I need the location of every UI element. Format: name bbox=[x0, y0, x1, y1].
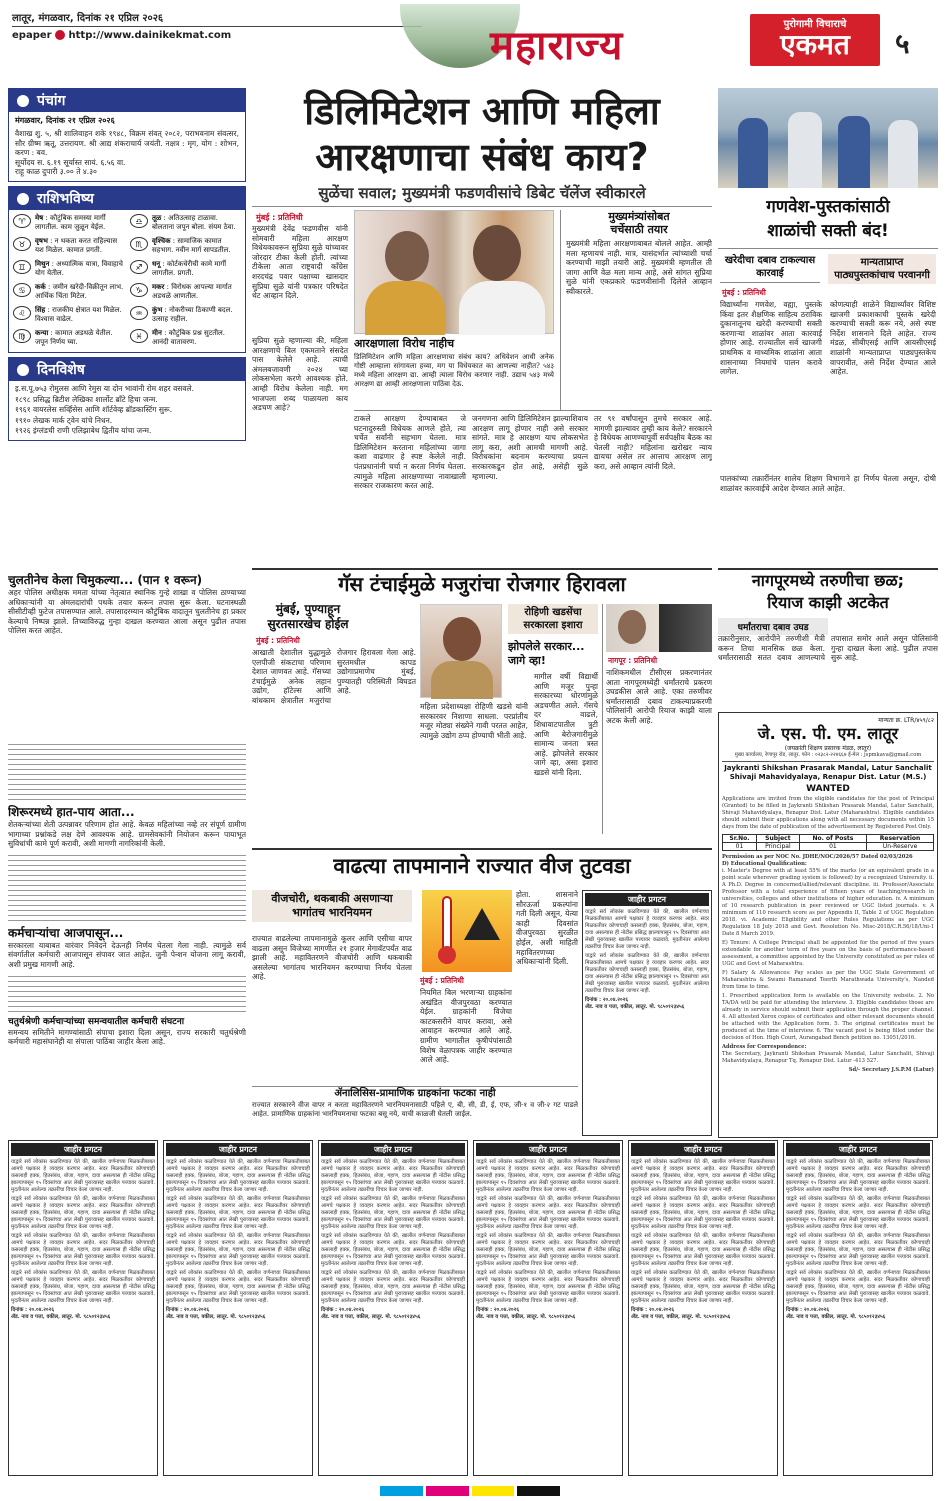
rashi-item: ♌ सिंह : राजकीय क्षेत्रात यश मिळेल. विश्वास वाढेल. bbox=[13, 306, 124, 324]
public-notice: जाहीर प्रगटन याद्वारे सर्व लोकांस कळविण्यात येते की, खालील वर्णनाच्या मिळकतीबाबत आमचे पक्षकार हे व्यवहार करणार आहेत. सदर मिळकतीवर कोणाचाही कसलाही हक्क, हितसंबंध, बोजा, गहाण, दावा असल्यास ही नोटीस प्रसिद्ध झाल्यापासून १५ दिवसांच्या आत लेखी पुराव्यासह खालील पत्त्यावर कळवावे. मुदतीनंतर आलेल्या तक्रारींचा विचार केला जाणार नाही. याद्वारे सर्व लोकांस कळविण्यात येते की, खालील वर्णनाच्या मिळकतीबाबत आमचे पक्षकार हे व्यवहार करणार आहेत. सदर मिळकतीवर कोणाचाही कसलाही हक्क, हितसंबंध, बोजा, गहाण, दावा असल्यास ही नोटीस प्रसिद्ध झाल्यापासून १५ दिवसांच्या आत लेखी पुराव्यासह खालील पत्त्यावर कळवावे. मुदतीनंतर आलेल्या तक्रारींचा विचार केला जाणार नाही. याद्वारे सर्व लोकांस कळविण्यात येते की, खालील वर्णनाच्या मिळकतीबाबत आमचे पक्षकार हे व्यवहार करणार आहेत. सदर मिळकतीवर कोणाचाही कसलाही हक्क, हितसंबंध, बोजा, गहाण, दावा असल्यास ही नोटीस प्रसिद्ध झाल्यापासून १५ दिवसांच्या आत लेखी पुराव्यासह खालील पत्त्यावर कळवावे. मुदतीनंतर आलेल्या तक्रारींचा विचार केला जाणार नाही. याद्वारे सर्व लोकांस कळविण्यात येते की, खालील वर्णनाच्या मिळकतीबाबत आमचे पक्षकार हे व्यवहार करणार आहेत. सदर मिळकतीवर कोणाचाही कसलाही हक्क, हितसंबंध, बोजा, गहाण, दावा असल्यास ही नोटीस प्रसिद्ध झाल्यापासून १५ दिवसांच्या आत लेखी पुराव्यासह खालील पत्त्यावर कळवावे. मुदतीनंतर आलेल्या तक्रारींचा विचार केला जाणार नाही. दिनांक : २०.०४.२०२६ ॲड. नाव व पत्ता, वकील, लातूर. मो. ९८५०१२३४५६ bbox=[783, 1140, 933, 1476]
rashi-item: ♎ तूळ : अतिउत्साह टाळावा. बोलताना जपून बोला. संयम ठेवा. bbox=[130, 214, 241, 232]
labour-photo bbox=[420, 604, 502, 698]
power-footer: ॲनालिसिस-प्रामाणिक ग्राहकांना फटका नाही राज्यात सरकारने वीज वापर न करता महावितरणने भारनियमनासाठी पहिले ए, बी, सी, डी, ई, एफ, जी-१ व जी-२ गट पाडले आहेत. प्रामाणिक ग्राहकांना भारनियमनाचा फटका बसू नये, याची काळजी घेतली जाईल. bbox=[252, 1086, 578, 1136]
classified-ads bbox=[8, 1140, 938, 1480]
labour-sub: मुंबई, पुण्याहून सुरतसारखेच होईल bbox=[267, 602, 349, 631]
list-item: १९१० लेखक मार्क ट्वेन यांचे निधन. bbox=[15, 415, 113, 425]
zodiac-icon: ♊ bbox=[13, 260, 31, 274]
lead-dateline: मुंबई : प्रतिनिधी bbox=[256, 213, 303, 222]
zodiac-icon: ♉ bbox=[13, 237, 31, 251]
labour-sub-2: रोहिणी खडसेंचा सरकारला इशारा bbox=[508, 604, 598, 634]
nagpur-photo bbox=[606, 604, 712, 652]
lead-photo bbox=[354, 210, 554, 334]
left-column bbox=[8, 88, 246, 568]
lead-headline-1: डिलिमिटेशन आणि महिला bbox=[304, 89, 660, 133]
lightning-icon bbox=[464, 908, 500, 940]
panchang-box: पंचांग मंगळवार, दिनांक २१ एप्रिल २०२६ वैशाख शु. ५, श्री शालिवाहन शके १९४८, विक्रम संवत् २०८२, पराभवनाम संवत्सर, सौर ग्रीष्म ऋतू, उत्तरायण. श्री आद्य शंकराचार्य जयंती. नक्षत्र : मृग, योग : शोभन, करण : बव. सूर्योदय स. ६.१९ सूर्यास्त सायं. ६.५६ वा. राहू काळ दुपारी ३.०० ते ४.३० bbox=[8, 88, 246, 182]
rashi-item: ♋ कर्क : जमीन खरेदी-विक्रीतून लाभ. आर्थिक चिंता मिटेल. bbox=[13, 283, 124, 301]
section-title: महाराज्य bbox=[490, 23, 624, 69]
school-sub-1: खरेदीचा दबाव टाकल्यास कारवाई bbox=[720, 254, 820, 283]
nagpur-headline-1: नागपूरमध्ये तरुणीचा छळ; bbox=[751, 571, 905, 590]
zodiac-icon: ♈ bbox=[13, 214, 31, 228]
school-headline-1: गणवेश-पुस्तकांसाठी bbox=[766, 197, 890, 217]
zodiac-icon: ♑ bbox=[130, 283, 148, 297]
rashi-heading: राशिभविष्य bbox=[9, 187, 245, 210]
public-notice-box: जाहीर प्रगटन याद्वारे सर्व लोकांस कळविण्यात येते की, खालील वर्णनाच्या मिळकतीबाबत आमचे पक्षकार हे व्यवहार करणार आहेत. सदर मिळकतीवर कोणाचाही कसलाही हक्क, हितसंबंध, बोजा, गहाण, दावा असल्यास ही नोटीस प्रसिद्ध झाल्यापासून १५ दिवसांच्या आत लेखी पुराव्यासह खालील पत्त्यावर कळवावे. मुदतीनंतर आलेल्या तक्रारींचा विचार केला जाणार नाही. याद्वारे सर्व लोकांस कळविण्यात येते की, खालील वर्णनाच्या मिळकतीबाबत आमचे पक्षकार हे व्यवहार करणार आहेत. सदर मिळकतीवर कोणाचाही कसलाही हक्क, हितसंबंध, बोजा, गहाण, दावा असल्यास ही नोटीस प्रसिद्ध झाल्यापासून १५ दिवसांच्या आत लेखी पुराव्यासह खालील पत्त्यावर कळवावे. मुदतीनंतर आलेल्या तक्रारींचा विचार केला जाणार नाही. दिनांक : २०.०४.२०२६ ॲड. नाव व पत्ता, वकील, लातूर. मो. ९८५०१२३४५६ bbox=[582, 890, 712, 1136]
lead-deck: सुळेंचा सवाल; मुख्यमंत्री फडणवीसांचे डिबेट चॅलेंज स्वीकारले bbox=[318, 184, 646, 202]
labour-story: गॅस टंचाईमुळे मजुरांचा रोजगार हिरावला मुंबई, पुण्याहून सुरतसारखेच होईल मुंबई : प्रतिनिधी आखाती देशातील युद्धामुळे एलपीजी संकटाचा परिणाम देशात जाणवत आहे. गॅसच्या टंचाईमुळे अनेक लहान उद्योग, हॉटेल्स आणि बांधकाम क्षेत्रातील मजुरांचा रोजगार हिरावला गेला आहे. सुरतमधील कापड उद्योगाप्रमाणेच मुंबई, पुण्यातही परिस्थिती बिघडत आहे. महिला प्रदेशाध्यक्षा रोहिणी खडसे यांनी सरकारवर निशाणा साधला. परप्रांतीय मजूर मोठ्या संख्येने गावी परतत आहेत, त्यामुळे उद्योग ठप्प होण्याची भीती आहे. रोहिणी खडसेंचा सरकारला इशारा झोपलेले सरकार... जागे व्हा! मागील वर्षी विद्यार्थी आणि मजूर पुन्हा सरकारच्या धोरणांमुळे अडचणीत आले. गॅसचे दर वाढले, शिधावाटपातील त्रुटी आणि बेरोजगारीमुळे सामान्य जनता त्रस्त आहे. झोपलेले सरकार जागे व्हा, असा इशारा खडसे यांनी दिला. नागपूर : प्रतिनिधी नाशिकमधील टीसीएस प्रकरणानंतर आता नागपूरमध्येही धर्मांतराचे प्रकरण उघडकीस आले आहे. एका तरुणीवर धर्मांतरासाठी दबाव टाकल्याप्रकरणी पोलिसांनी आरोपी रियाज काझी याला अटक केली आहे. bbox=[252, 568, 712, 848]
globe-icon bbox=[55, 30, 65, 40]
nagpur-sub: धर्मांतराचा दबाव उघड bbox=[718, 618, 828, 635]
school-sub-2: मान्यताप्राप्त पाठ्यपुस्तकांचाच परवानगी bbox=[828, 254, 936, 284]
lead-headline-2: आरक्षणाचा संबंध काय? bbox=[315, 135, 649, 179]
labour-headline: गॅस टंचाईमुळे मजुरांचा रोजगार हिरावला bbox=[338, 572, 626, 596]
school-story: गणवेश-पुस्तकांसाठी शाळांची सक्ती बंद! खरेदीचा दबाव टाकल्यास कारवाई मान्यताप्राप्त पाठ्यपुस्तकांचाच परवानगी मुंबई : प्रतिनिधी विद्यार्थ्यांना गणवेश, वह्या, पुस्तके किंवा इतर शैक्षणिक साहित्य ठराविक दुकानातूनच खरेदी करण्याची सक्ती करणाऱ्या शाळांवर आता कारवाई होणार आहे. राज्यातील सर्व खाजगी प्राथमिक व माध्यमिक शाळांना आता शासनाच्या नियमांचे पालन करावे लागेल. कोणत्याही शाळेने विद्यार्थ्यांवर विशिष्ट खाजगी प्रकाशकाची पुस्तके खरेदी करण्याची सक्ती करू नये, असे स्पष्ट निर्देश शासनाने दिले आहेत. राज्य मंडळ, सीबीएसई आणि आयसीएसई शाळांनी मान्यताप्राप्त पाठ्यपुस्तकेच वापरावीत, असे निर्देश देण्यात आले आहेत. पालकांच्या तक्रारींनंतर शालेय शिक्षण विभागाने हा निर्णय घेतला असून, दोषी शाळांवर कारवाईचे आदेश देण्यात आले आहेत. bbox=[718, 88, 938, 568]
rashi-item: ♐ धनू : कोर्टकचेरीची कामे मार्गी लागतील. प्रगती. bbox=[130, 260, 241, 278]
list-item: १९२६ इंग्लंडची राणी एलिझाबेथ द्वितीय यांचा जन्म. bbox=[15, 426, 152, 436]
print-registration-marks bbox=[380, 1486, 560, 1496]
rashi-item: ♈ मेष : कौटुंबिक समस्या मार्गी लागतील. काम जुळून येईल. bbox=[13, 214, 124, 232]
power-story: वाढत्या तापमानाने राज्यात वीज तुटवडा वीजचोरी, थकबाकी असणाऱ्या भागांतच भारनियमन मुंबई : प्रतिनिधी राज्यात वाढलेल्या तापमानामुळे कूलर आणि एसीचा वापर वाढला असून विजेच्या मागणीत २१ हजार मेगावॅटपर्यंत वाढ झाली आहे. महावितरणने वीजचोरी आणि थकबाकी असलेल्या भागांतच भारनियमन करण्याचा निर्णय घेतला आहे. नियमित बिल भरणाऱ्या ग्राहकांना अखंडित वीजपुरवठा करण्यात येईल. ग्राहकांनी विजेचा काटकसरीने वापर करावा, असे आवाहन करण्यात आले आहे. ग्रामीण भागातील कृषीपंपांसाठी विशेष वेळापत्रक जाहीर करण्यात आले आहे. होता. शासनाने सौरऊर्जा प्रकल्पांना गती दिली असून, येत्या काही दिवसांत वीजपुरवठा सुरळीत होईल, अशी माहिती महावितरणच्या अधिकाऱ्यांनी दिली. ॲनालिसिस-प्रामाणिक ग्राहकांना फटका नाही राज्यात सरकारने वीज वापर न करता महावितरणने भारनियमनासाठी पहिले ए, बी, सी, डी, ई, एफ, जी-१ व जी-२ गट पाडले आहेत. प्रामाणिक ग्राहकांना भारनियमनाचा फटका बसू नये, याची काळजी घेतली जाईल. जाहीर प्रगटन याद्वारे सर्व लोकांस कळविण्यात येते की, खालील वर्णनाच्या मिळकतीबाबत आमचे पक्षकार हे व्यवहार करणार आहेत. सदर मिळकतीवर कोणाचाही कसलाही हक्क, हितसंबंध, बोजा, गहाण, दावा असल्यास ही नोटीस प्रसिद्ध झाल्यापासून १५ दिवसांच्या आत लेखी पुराव्यासह खालील पत्त्यावर कळवावे. मुदतीनंतर आलेल्या तक्रारींचा विचार केला जाणार नाही. याद्वारे सर्व लोकांस कळविण्यात येते की, खालील वर्णनाच्या मिळकतीबाबत आमचे पक्षकार हे व्यवहार करणार आहेत. सदर मिळकतीवर कोणाचाही कसलाही हक्क, हितसंबंध, बोजा, गहाण, दावा असल्यास ही नोटीस प्रसिद्ध झाल्यापासून १५ दिवसांच्या आत लेखी पुराव्यासह खालील पत्त्यावर कळवावे. मुदतीनंतर आलेल्या तक्रारींचा विचार केला जाणार नाही. दिनांक : २०.०४.२०२६ ॲड. नाव व पत्ता, वकील, लातूर. मो. ९८५०१२३४५६ bbox=[252, 848, 712, 1136]
public-notice: जाहीर प्रगटन याद्वारे सर्व लोकांस कळविण्यात येते की, खालील वर्णनाच्या मिळकतीबाबत आमचे पक्षकार हे व्यवहार करणार आहेत. सदर मिळकतीवर कोणाचाही कसलाही हक्क, हितसंबंध, बोजा, गहाण, दावा असल्यास ही नोटीस प्रसिद्ध झाल्यापासून १५ दिवसांच्या आत लेखी पुराव्यासह खालील पत्त्यावर कळवावे. मुदतीनंतर आलेल्या तक्रारींचा विचार केला जाणार नाही. याद्वारे सर्व लोकांस कळविण्यात येते की, खालील वर्णनाच्या मिळकतीबाबत आमचे पक्षकार हे व्यवहार करणार आहेत. सदर मिळकतीवर कोणाचाही कसलाही हक्क, हितसंबंध, बोजा, गहाण, दावा असल्यास ही नोटीस प्रसिद्ध झाल्यापासून १५ दिवसांच्या आत लेखी पुराव्यासह खालील पत्त्यावर कळवावे. मुदतीनंतर आलेल्या तक्रारींचा विचार केला जाणार नाही. याद्वारे सर्व लोकांस कळविण्यात येते की, खालील वर्णनाच्या मिळकतीबाबत आमचे पक्षकार हे व्यवहार करणार आहेत. सदर मिळकतीवर कोणाचाही कसलाही हक्क, हितसंबंध, बोजा, गहाण, दावा असल्यास ही नोटीस प्रसिद्ध झाल्यापासून १५ दिवसांच्या आत लेखी पुराव्यासह खालील पत्त्यावर कळवावे. मुदतीनंतर आलेल्या तक्रारींचा विचार केला जाणार नाही. याद्वारे सर्व लोकांस कळविण्यात येते की, खालील वर्णनाच्या मिळकतीबाबत आमचे पक्षकार हे व्यवहार करणार आहेत. सदर मिळकतीवर कोणाचाही कसलाही हक्क, हितसंबंध, बोजा, गहाण, दावा असल्यास ही नोटीस प्रसिद्ध झाल्यापासून १५ दिवसांच्या आत लेखी पुराव्यासह खालील पत्त्यावर कळवावे. मुदतीनंतर आलेल्या तक्रारींचा विचार केला जाणार नाही. दिनांक : २०.०४.२०२६ ॲड. नाव व पत्ता, वकील, लातूर. मो. ९८५०१२३४५६ bbox=[163, 1140, 313, 1476]
dateline: लातूर, मंगळवार, दिनांक २१ एप्रिल २०२६ bbox=[12, 13, 164, 24]
public-notice: जाहीर प्रगटन याद्वारे सर्व लोकांस कळविण्यात येते की, खालील वर्णनाच्या मिळकतीबाबत आमचे पक्षकार हे व्यवहार करणार आहेत. सदर मिळकतीवर कोणाचाही कसलाही हक्क, हितसंबंध, बोजा, गहाण, दावा असल्यास ही नोटीस प्रसिद्ध झाल्यापासून १५ दिवसांच्या आत लेखी पुराव्यासह खालील पत्त्यावर कळवावे. मुदतीनंतर आलेल्या तक्रारींचा विचार केला जाणार नाही. याद्वारे सर्व लोकांस कळविण्यात येते की, खालील वर्णनाच्या मिळकतीबाबत आमचे पक्षकार हे व्यवहार करणार आहेत. सदर मिळकतीवर कोणाचाही कसलाही हक्क, हितसंबंध, बोजा, गहाण, दावा असल्यास ही नोटीस प्रसिद्ध झाल्यापासून १५ दिवसांच्या आत लेखी पुराव्यासह खालील पत्त्यावर कळवावे. मुदतीनंतर आलेल्या तक्रारींचा विचार केला जाणार नाही. याद्वारे सर्व लोकांस कळविण्यात येते की, खालील वर्णनाच्या मिळकतीबाबत आमचे पक्षकार हे व्यवहार करणार आहेत. सदर मिळकतीवर कोणाचाही कसलाही हक्क, हितसंबंध, बोजा, गहाण, दावा असल्यास ही नोटीस प्रसिद्ध झाल्यापासून १५ दिवसांच्या आत लेखी पुराव्यासह खालील पत्त्यावर कळवावे. मुदतीनंतर आलेल्या तक्रारींचा विचार केला जाणार नाही. याद्वारे सर्व लोकांस कळविण्यात येते की, खालील वर्णनाच्या मिळकतीबाबत आमचे पक्षकार हे व्यवहार करणार आहेत. सदर मिळकतीवर कोणाचाही कसलाही हक्क, हितसंबंध, बोजा, गहाण, दावा असल्यास ही नोटीस प्रसिद्ध झाल्यापासून १५ दिवसांच्या आत लेखी पुराव्यासह खालील पत्त्यावर कळवावे. मुदतीनंतर आलेल्या तक्रारींचा विचार केला जाणार नाही. दिनांक : २०.०४.२०२६ ॲड. नाव व पत्ता, वकील, लातूर. मो. ९८५०१२३४५६ bbox=[318, 1140, 468, 1476]
zodiac-icon: ♋ bbox=[13, 283, 31, 297]
lead-caption: आरक्षणाला विरोध नाहीच डिलिमिटेशन आणि महिला आरक्षणाचा संबंध काय? अधिवेशन आधी अनेक गोष्टी आम्हाला सांगायला हव्या, मग या विधेयकात का आणल्या नाहीत? ५४३ मध्ये महिला आरक्षण द्या. आम्ही त्याला विरोध करणार नाही. उद्याच ५४३ मध्ये आरक्षण द्या आम्ही आरक्षणाला पाठिंबा देऊ. bbox=[354, 336, 554, 406]
rashi-item: ♓ मीन : कौटुंबिक प्रश्न सुटतील. आनंदी वातावरण. bbox=[130, 329, 241, 347]
rashi-item: ♊ मिथुन : अध्यात्मिक यात्रा, विवाहाचे योग येतील. bbox=[13, 260, 124, 278]
posts-table: Sr.No. Subject No. of Posts Reservation 01 Principal 01 Un-Reserve bbox=[722, 834, 934, 851]
nagpur-story: नागपूरमध्ये तरुणीचा छळ; रियाज काझी अटकेत धर्मांतराचा दबाव उघड तक्रारीनुसार, आरोपीने तरुणीशी मैत्री करून तिचा मानसिक छळ केला. धर्मांतरासाठी सतत दबाव आणल्याचे तपासात समोर आले असून पोलिसांनी गुन्हा दाखल केला आहे. पुढील तपास सुरू आहे. bbox=[718, 568, 938, 710]
list-item: १८९८ प्रसिद्ध ब्रिटीश लेखिका शार्लोट ब्रॉंटे हिचा जन्म. bbox=[15, 394, 158, 404]
public-notice: जाहीर प्रगटन याद्वारे सर्व लोकांस कळविण्यात येते की, खालील वर्णनाच्या मिळकतीबाबत आमचे पक्षकार हे व्यवहार करणार आहेत. सदर मिळकतीवर कोणाचाही कसलाही हक्क, हितसंबंध, बोजा, गहाण, दावा असल्यास ही नोटीस प्रसिद्ध झाल्यापासून १५ दिवसांच्या आत लेखी पुराव्यासह खालील पत्त्यावर कळवावे. मुदतीनंतर आलेल्या तक्रारींचा विचार केला जाणार नाही. याद्वारे सर्व लोकांस कळविण्यात येते की, खालील वर्णनाच्या मिळकतीबाबत आमचे पक्षकार हे व्यवहार करणार आहेत. सदर मिळकतीवर कोणाचाही कसलाही हक्क, हितसंबंध, बोजा, गहाण, दावा असल्यास ही नोटीस प्रसिद्ध झाल्यापासून १५ दिवसांच्या आत लेखी पुराव्यासह खालील पत्त्यावर कळवावे. मुदतीनंतर आलेल्या तक्रारींचा विचार केला जाणार नाही. याद्वारे सर्व लोकांस कळविण्यात येते की, खालील वर्णनाच्या मिळकतीबाबत आमचे पक्षकार हे व्यवहार करणार आहेत. सदर मिळकतीवर कोणाचाही कसलाही हक्क, हितसंबंध, बोजा, गहाण, दावा असल्यास ही नोटीस प्रसिद्ध झाल्यापासून १५ दिवसांच्या आत लेखी पुराव्यासह खालील पत्त्यावर कळवावे. मुदतीनंतर आलेल्या तक्रारींचा विचार केला जाणार नाही. याद्वारे सर्व लोकांस कळविण्यात येते की, खालील वर्णनाच्या मिळकतीबाबत आमचे पक्षकार हे व्यवहार करणार आहेत. सदर मिळकतीवर कोणाचाही कसलाही हक्क, हितसंबंध, बोजा, गहाण, दावा असल्यास ही नोटीस प्रसिद्ध झाल्यापासून १५ दिवसांच्या आत लेखी पुराव्यासह खालील पत्त्यावर कळवावे. मुदतीनंतर आलेल्या तक्रारींचा विचार केला जाणार नाही. दिनांक : २०.०४.२०२६ ॲड. नाव व पत्ता, वकील, लातूर. मो. ९८५०१२३४५६ bbox=[473, 1140, 623, 1476]
paper-logo: पुरोगामी विचाराचे एकमत bbox=[750, 14, 880, 66]
person-silhouette bbox=[473, 225, 521, 281]
masthead bbox=[0, 0, 945, 90]
thermometer-icon bbox=[422, 890, 512, 972]
page-number: ५ bbox=[895, 27, 910, 60]
school-photo bbox=[718, 88, 938, 188]
labour-sub-3: झोपलेले सरकार... जागे व्हा! bbox=[508, 640, 585, 667]
list-item: इ.स.पू.७५३ रोमुलस आणि रेमुस या दोन भावांनी रोम शहर वसवले. bbox=[15, 383, 194, 393]
public-notice: जाहीर प्रगटन याद्वारे सर्व लोकांस कळविण्यात येते की, खालील वर्णनाच्या मिळकतीबाबत आमचे पक्षकार हे व्यवहार करणार आहेत. सदर मिळकतीवर कोणाचाही कसलाही हक्क, हितसंबंध, बोजा, गहाण, दावा असल्यास ही नोटीस प्रसिद्ध झाल्यापासून १५ दिवसांच्या आत लेखी पुराव्यासह खालील पत्त्यावर कळवावे. मुदतीनंतर आलेल्या तक्रारींचा विचार केला जाणार नाही. याद्वारे सर्व लोकांस कळविण्यात येते की, खालील वर्णनाच्या मिळकतीबाबत आमचे पक्षकार हे व्यवहार करणार आहेत. सदर मिळकतीवर कोणाचाही कसलाही हक्क, हितसंबंध, बोजा, गहाण, दावा असल्यास ही नोटीस प्रसिद्ध झाल्यापासून १५ दिवसांच्या आत लेखी पुराव्यासह खालील पत्त्यावर कळवावे. मुदतीनंतर आलेल्या तक्रारींचा विचार केला जाणार नाही. याद्वारे सर्व लोकांस कळविण्यात येते की, खालील वर्णनाच्या मिळकतीबाबत आमचे पक्षकार हे व्यवहार करणार आहेत. सदर मिळकतीवर कोणाचाही कसलाही हक्क, हितसंबंध, बोजा, गहाण, दावा असल्यास ही नोटीस प्रसिद्ध झाल्यापासून १५ दिवसांच्या आत लेखी पुराव्यासह खालील पत्त्यावर कळवावे. मुदतीनंतर आलेल्या तक्रारींचा विचार केला जाणार नाही. याद्वारे सर्व लोकांस कळविण्यात येते की, खालील वर्णनाच्या मिळकतीबाबत आमचे पक्षकार हे व्यवहार करणार आहेत. सदर मिळकतीवर कोणाचाही कसलाही हक्क, हितसंबंध, बोजा, गहाण, दावा असल्यास ही नोटीस प्रसिद्ध झाल्यापासून १५ दिवसांच्या आत लेखी पुराव्यासह खालील पत्त्यावर कळवावे. मुदतीनंतर आलेल्या तक्रारींचा विचार केला जाणार नाही. दिनांक : २०.०४.२०२६ ॲड. नाव व पत्ता, वकील, लातूर. मो. ९८५०१२३४५६ bbox=[8, 1140, 158, 1476]
zodiac-icon: ♌ bbox=[13, 306, 31, 320]
epaper-link[interactable]: epaper http://www.dainikekmat.com bbox=[12, 30, 232, 41]
power-headline: वाढत्या तापमानाने राज्यात वीज तुटवडा bbox=[333, 854, 631, 878]
rashi-item: ♍ कन्या : कामात अडथळे येतील. जपून निर्णय घ्या. bbox=[13, 329, 124, 347]
lead-story: डिलिमिटेशन आणि महिला आरक्षणाचा संबंध काय? सुळेंचा सवाल; मुख्यमंत्री फडणवीसांचे डिबेट चॅलेंज स्वीकारले मुंबई : प्रतिनिधी मुख्यमंत्री देवेंद्र फडणवीस यांनी सोमवारी महिला आरक्षण विधेयकावरून सुप्रिया सुळे यांच्यावर जोरदार टीका केली होती. त्यांच्या टीकेला आता राष्ट्रवादी काँग्रेस शरदचंद्र पवार पक्षाच्या खासदार सुप्रिया सुळे यांनी पत्रकार परिषदेत थेट आव्हान दिले. सुप्रिया सुळे म्हणाल्या की, महिला आरक्षणाचे बिल एकमताने संसदेत पास केलेले आहे. त्याची अंमलबजावणी २०२४ च्या लोकसभेला करणे आवश्यक होते. आम्ही विरोध केलेला नाही. मग भाजपला शब्द पाळायला काय अडचण आहे? आरक्षणाला विरोध नाहीच डिलिमिटेशन आणि महिला आरक्षणाचा संबंध काय? अधिवेशन आधी अनेक गोष्टी आम्हाला सांगायला हव्या, मग या विधेयकात का आणल्या नाहीत? ५४३ मध्ये महिला आरक्षण द्या. आम्ही त्याला विरोध करणार नाही. उद्याच ५४३ मध्ये आरक्षण द्या आम्ही आरक्षणाला पाठिंबा देऊ. मुख्यमंत्र्यांसोबत चर्चेसाठी तयार मुख्यमंत्री महिला आरक्षणाबाबत बोलले आहेत. आम्ही मला म्हणायचं नाही. मात्र, यासंदर्भात त्यांच्याशी चर्चा करण्याची माझी तयारी आहे. मुख्यमंत्री म्हणतील ती जागा आणि वेळ मला मान्य आहे, असे सांगत सुप्रिया सुळे यांनी एकप्रकारे फडणवीसांनी दिलेले आव्हान स्वीकारले. टाकले आरक्षण देण्याबाबत जे घटनादुरुस्ती विधेयक आणले होते, त्या चर्चेत सर्वांनी सहभाग घेतला. मात्र डिलिमिटेशन करताना महिलांच्या जागा कशा वाढणार हे स्पष्ट केलेले नाही. पंतप्रधानांनी चर्चा न करता निर्णय घेतला. त्यामुळे महिला आरक्षणाच्या नावाखाली सरकार राजकारण करत आहे. जनगणना आणि डिलिमिटेशन झाल्याशिवाय आरक्षण लागू होणार नाही असे सरकार सांगते. मात्र हे आरक्षण याच लोकसभेत लागू करा, अशी आमची मागणी आहे. विरोधकांना बदनाम करण्याचा प्रयत्न सरकारकडून होत आहे, असेही सुळे म्हणाल्या. तर ९१ वर्षांपासून तुमचे सरकार आहे. मागणी झाल्यावर तुम्ही काय केले? सरकारने हे विधेयक आणण्यापूर्वी सर्वपक्षीय बैठक का घेतली नाही? महिलांना खरोखर न्याय द्यायचा असेल तर आत्ताच आरक्षण लागू करा, असे आव्हान त्यांनी दिले. bbox=[252, 89, 712, 491]
rashi-item: ♑ मकर : विरोधक आपल्या मार्गात अडथळे आणतील. bbox=[130, 283, 241, 301]
rashi-item: ♉ वृषभ : न थकता करत राहिल्यास यश मिळेल. कामात प्रगती. bbox=[13, 237, 124, 255]
job-ad: मान्यता क्र. LTR/४५९/८२ जे. एस. पी. एम. लातूर (जयक्रांती शिक्षण प्रसारक मंडळ, लातूर) मुख्य कार्यालय, रेणापूर रोड, लातूर. फोन : ०२३८२-२२४६६७ ई-मेल : jspmkava@gmail.com Jaykranti Shikshan Prasarak Mandal, Latur Sanchalit Shivaji Mahavidyalaya, Renapur Dist. Latur (M.S.) WANTED Applications are invited from the eligible candidates for the post of Principal (Granted) to be filled in Jaykranti Shikshan Prasarak Mandal, Latur Sanchalit, Shivaji Mahavidyalaya, Renapur Dist. Latur (Maharashtra). Eligible candidates should submit their applications along with all necessary documents within 15 days from the date of publication of the advertisement by Registered Post Only. Sr.No. Subject No. of Posts Reservation 01 Principal 01 Un-Reserve Permission as per NOC No. JDHE/NOC/2026/57 Dated 02/03/2026 D) Educational Qualification: i. Master's Degree with at least 55% of the marks (or an equivalent grade in a point scale wherever grading system is followed) by a recognized University. ii. A Ph.D. Degree in concerned/allied/relevant discipline. iii. Professor/Associate Professor with a total experience of fifteen years of teaching/research in universities, colleges and other institutions of higher education. iv. A minimum of 10 research publication in peer reviewed or UGC listed journals. v. A minimum of 110 research score as per Appendix II, Table 2 of UGC Regulation 2018. vi. Academic Eligibility and other Rules Regulations as per UGC Regulation 18 July 2018 and Govt. Resolution No. Misc-2018/C.R.56/18/Uni-1 Date 8 March 2019. E) Tenure: A College Principal shall be appointed for the period of five years extendable for another term of five years on the basis of performance-based assessment, a committee appointed by the University constituted as per rules of UGC and Govt of Maharashtra. F) Salary & Allowances: Pay scales as per the UGC State Government of Maharashtra & Swami Ramanand Teerth Marathwada University's, Nanded from time to time. 1. Prescribed application form is available on the University website. 2. No TA/DA will be paid for attending the interview. 3. Eligible candidates those are already in service should submit their application through the proper channel. 4. All attested Xerox copies of certificates and other relevant documents should be attached with the Application form. 5. The original certificates must be produced at the time of interview. 6. The vacant post is being filled under the decision of Hon. High Court, Aurangabad Bench petition no. 13051/2016. Address for Correspondence: The Secretary, Jaykranti Shikshan Prasarak Mandal, Latur Sanchalit, Shivaji Mahavidyalaya, Renapur Tq. Renapur Dist. Latur -413 527. Sd/- Secretary J.S.P.M (Latur) bbox=[718, 712, 938, 1138]
zodiac-icon: ♍ bbox=[13, 329, 31, 343]
zodiac-icon: ♎ bbox=[130, 214, 148, 228]
zodiac-icon: ♓ bbox=[130, 329, 148, 343]
lead-sidebar: मुख्यमंत्र्यांसोबत चर्चेसाठी तयार मुख्यमंत्री महिला आरक्षणाबाबत बोलले आहेत. आम्ही मला म्हणायचं नाही. मात्र, यासंदर्भात त्यांच्याशी चर्चा करण्याची माझी तयारी आहे. मुख्यमंत्री म्हणतील ती जागा आणि वेळ मला मान्य आहे, असे सांगत सुप्रिया सुळे यांनी एकप्रकारे फडणवीसांनी दिलेले आव्हान स्वीकारले. bbox=[560, 210, 712, 410]
rashi-box bbox=[8, 186, 246, 353]
zodiac-icon: ♒ bbox=[130, 306, 148, 320]
zodiac-icon: ♏ bbox=[130, 237, 148, 251]
dinvishesh-box bbox=[8, 357, 246, 441]
rashi-item: ♒ कुंभ : नोकरीच्या ठिकाणी बदल. उत्साह राहील. bbox=[130, 306, 241, 324]
panchang-heading: पंचांग bbox=[9, 89, 245, 112]
dinvishesh-heading: दिनविशेष bbox=[9, 358, 245, 381]
rashi-item: ♏ वृश्चिक : सामाजिक कामात सहभाग. नवीन मार्ग सापडतील. bbox=[130, 237, 241, 255]
school-headline-2: शाळांची सक्ती बंद! bbox=[767, 221, 889, 241]
person-silhouette bbox=[385, 231, 429, 281]
public-notice: जाहीर प्रगटन याद्वारे सर्व लोकांस कळविण्यात येते की, खालील वर्णनाच्या मिळकतीबाबत आमचे पक्षकार हे व्यवहार करणार आहेत. सदर मिळकतीवर कोणाचाही कसलाही हक्क, हितसंबंध, बोजा, गहाण, दावा असल्यास ही नोटीस प्रसिद्ध झाल्यापासून १५ दिवसांच्या आत लेखी पुराव्यासह खालील पत्त्यावर कळवावे. मुदतीनंतर आलेल्या तक्रारींचा विचार केला जाणार नाही. याद्वारे सर्व लोकांस कळविण्यात येते की, खालील वर्णनाच्या मिळकतीबाबत आमचे पक्षकार हे व्यवहार करणार आहेत. सदर मिळकतीवर कोणाचाही कसलाही हक्क, हितसंबंध, बोजा, गहाण, दावा असल्यास ही नोटीस प्रसिद्ध झाल्यापासून १५ दिवसांच्या आत लेखी पुराव्यासह खालील पत्त्यावर कळवावे. मुदतीनंतर आलेल्या तक्रारींचा विचार केला जाणार नाही. याद्वारे सर्व लोकांस कळविण्यात येते की, खालील वर्णनाच्या मिळकतीबाबत आमचे पक्षकार हे व्यवहार करणार आहेत. सदर मिळकतीवर कोणाचाही कसलाही हक्क, हितसंबंध, बोजा, गहाण, दावा असल्यास ही नोटीस प्रसिद्ध झाल्यापासून १५ दिवसांच्या आत लेखी पुराव्यासह खालील पत्त्यावर कळवावे. मुदतीनंतर आलेल्या तक्रारींचा विचार केला जाणार नाही. याद्वारे सर्व लोकांस कळविण्यात येते की, खालील वर्णनाच्या मिळकतीबाबत आमचे पक्षकार हे व्यवहार करणार आहेत. सदर मिळकतीवर कोणाचाही कसलाही हक्क, हितसंबंध, बोजा, गहाण, दावा असल्यास ही नोटीस प्रसिद्ध झाल्यापासून १५ दिवसांच्या आत लेखी पुराव्यासह खालील पत्त्यावर कळवावे. मुदतीनंतर आलेल्या तक्रारींचा विचार केला जाणार नाही. दिनांक : २०.०४.२०२६ ॲड. नाव व पत्ता, वकील, लातूर. मो. ९८५०१२३४५६ bbox=[628, 1140, 778, 1476]
left-lower: चुलतीनेच केला चिमुकल्या... (पान १ वरून) अहर पोलिस अधीक्षक ममता यांच्या नेतृत्वात स्थानिक गुन्हे शाखा व पोलिस ठाण्याच्या अधिकाऱ्यांनी या अंमलदारांची पथके तयार करून तपास सुरू केला. घटनास्थळी सीसीटीव्ही फुटेज तपासण्यात आले. तपासादरम्यान कौटुंबिक वादातून चुलतीनेच हा प्रकार केल्याचे निष्पन्न झाले. तिच्याविरुद्ध गुन्हा दाखल करण्यात आला असून पुढील तपास पोलिस करत आहेत. शिरूरमध्ये हात-पाय आता... शेतकऱ्यांच्या शेती उत्पन्नावर परिणाम होत आहे. केवळ महिलांच्या नव्हे तर संपूर्ण ग्रामीण भागाच्या प्रश्नांकडे लक्ष देणे आवश्यक आहे. ग्रामसेवकांनी नियोजन करून पायाभूत सुविधांची कामे पूर्ण करावी, अशी मागणी नागरिकांनी केली. कर्मचाऱ्यांचा आजपासून... सरकारला याबाबत वारंवार निवेदने देऊनही निर्णय घेतला गेला नाही. त्यामुळे सर्व संवर्गातील कर्मचारी आजपासून संपावर जात आहेत. जुनी पेन्शन योजना लागू करावी, अशी प्रमुख मागणी आहे. चतुर्थश्रेणी कर्मचाऱ्यांच्या समन्वयातील कर्मचारी संघटना समन्वय समितीने मागण्यांसाठी संपाचा इशारा दिला असून, राज्य सरकारी चतुर्थश्रेणी कर्मचारी महासंघानेही या संपाला पाठिंबा जाहीर केला आहे. bbox=[8, 573, 246, 1047]
power-sub: वीजचोरी, थकबाकी असणाऱ्या भागांतच भारनियमन bbox=[252, 890, 412, 922]
nagpur-headline-2: रियाज काझी अटकेत bbox=[767, 593, 889, 612]
job-ad-org: जे. एस. पी. एम. लातूर bbox=[757, 724, 899, 743]
zodiac-icon: ♐ bbox=[130, 260, 148, 274]
list-item: १९६१ वायरलेस सर्व्हिसेस आणि शॉर्टवेव्ह ब्रॉडकास्टिंग सुरू. bbox=[15, 405, 173, 415]
